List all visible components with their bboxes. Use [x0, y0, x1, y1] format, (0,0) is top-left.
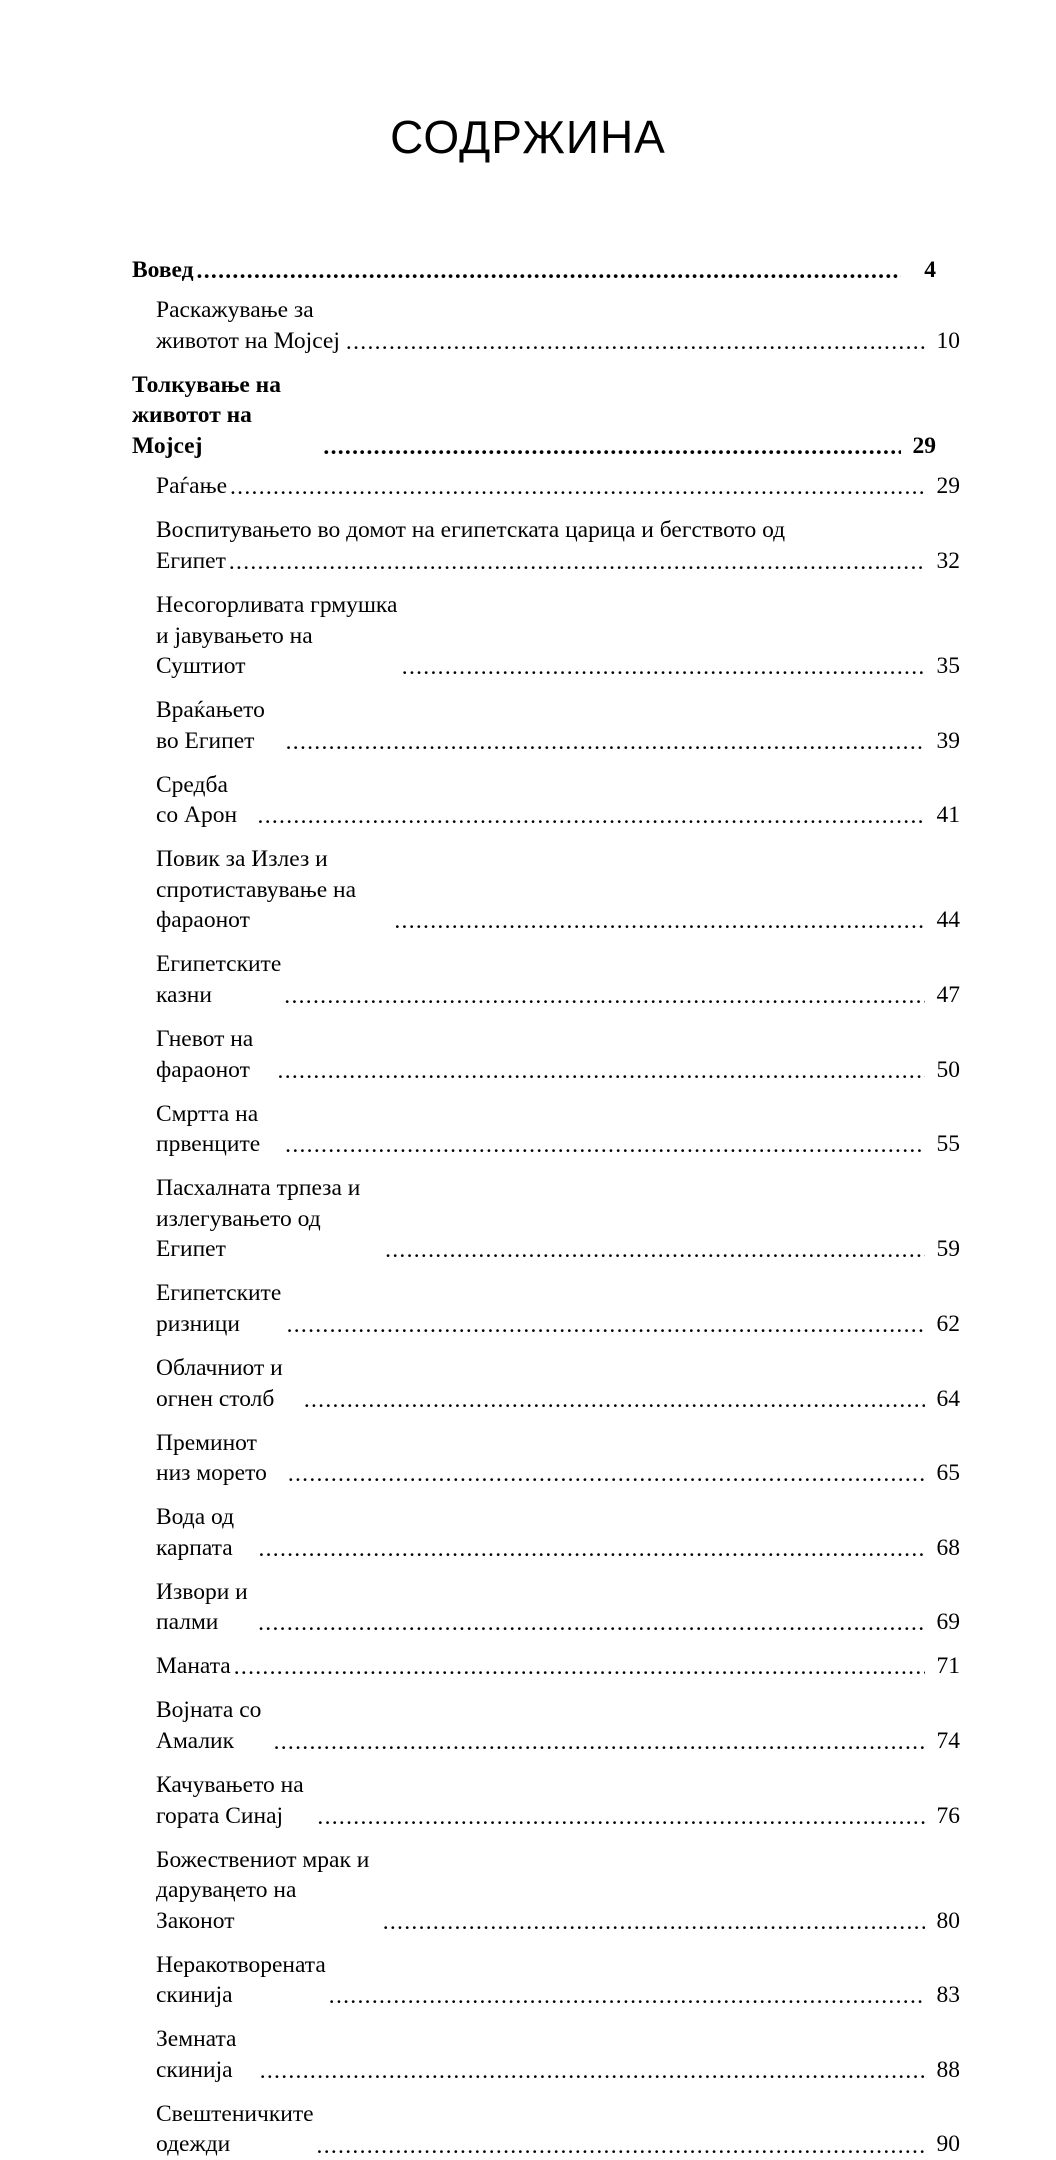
toc-entry-label: Вода од карпата [156, 1504, 235, 1561]
toc-leader-dots [258, 1538, 925, 1562]
toc-entry-label: Пасхалната трпеза и излегувањето од Египет [156, 1175, 361, 1263]
table-of-contents [132, 255, 960, 2160]
toc-entry[interactable] [132, 1099, 960, 1160]
toc-entry-page: 64 [936, 1385, 960, 1412]
toc-entry-label: Раѓање [156, 473, 227, 500]
document-page [0, 111, 1056, 2158]
toc-leader-dots [285, 1134, 925, 1158]
toc-entry-page: 68 [936, 1534, 960, 1561]
toc-leader-dots [229, 551, 925, 575]
toc-entry-page: 44 [936, 907, 960, 934]
toc-leader-dots [385, 1239, 925, 1263]
toc-entry-label: Египетските казни [156, 951, 282, 1009]
toc-entry-page: 32 [936, 547, 960, 574]
toc-entry-page: 10 [936, 327, 960, 354]
toc-entry[interactable] [132, 1173, 960, 1265]
toc-entry-label: Раскажување за животот на Мојсеj [156, 297, 340, 354]
toc-leader-dots [317, 1806, 925, 1830]
toc-entry-page: 41 [936, 802, 960, 829]
toc-leader-dots [258, 1612, 925, 1636]
toc-leader-dots [288, 1463, 925, 1487]
toc-leader-dots [260, 2060, 925, 2084]
toc-leader-dots [394, 910, 925, 934]
toc-entry[interactable] [132, 695, 960, 756]
toc-leader-dots [230, 476, 925, 500]
toc-entry[interactable] [132, 949, 960, 1010]
toc-leader-dots [274, 1731, 925, 1755]
toc-entry-label: Гневот на фараонот [156, 1026, 254, 1083]
toc-entry-page: 59 [936, 1236, 960, 1263]
toc-entry[interactable] [132, 1278, 960, 1339]
toc-entry[interactable] [132, 844, 960, 936]
toc-entry-page: 50 [936, 1056, 960, 1083]
toc-leader-dots [323, 436, 901, 460]
toc-entry-page: 47 [936, 982, 960, 1009]
toc-entry[interactable] [132, 1502, 960, 1563]
toc-entry-page: 39 [936, 727, 960, 754]
toc-leader-dots [287, 1314, 925, 1338]
toc-leader-dots [329, 1985, 925, 2009]
toc-leader-dots [286, 731, 925, 755]
toc-leader-dots [258, 805, 925, 829]
toc-entry-label: Земната скинија [156, 2026, 237, 2083]
toc-entry-label: Враќањето во Египет [156, 697, 265, 754]
toc-leader-dots [346, 331, 925, 355]
toc-entry[interactable] [132, 295, 960, 356]
toc-entry[interactable] [132, 1353, 960, 1414]
toc-entry[interactable] [132, 1651, 960, 1682]
toc-entry-page: 76 [936, 1802, 960, 1829]
toc-leader-dots [234, 1656, 925, 1680]
toc-leader-dots [197, 260, 901, 284]
toc-entry-page: 74 [936, 1727, 960, 1754]
toc-entry-label: Египетските ризници [156, 1280, 282, 1337]
toc-entry[interactable] [132, 1770, 960, 1831]
toc-entry[interactable] [132, 1695, 960, 1756]
toc-entry-page: 55 [936, 1131, 960, 1158]
toc-leader-dots [278, 1060, 925, 1084]
toc-entry[interactable] [132, 770, 960, 831]
toc-entry-label-cont: Египет [156, 547, 226, 574]
toc-entry-label: Несогорливата грмушка и јавувањето на Суштиот [156, 592, 398, 680]
toc-entry-page: 83 [936, 1982, 960, 2009]
toc-entry[interactable] [132, 255, 936, 286]
toc-entry-label: Извори и палми [156, 1578, 248, 1636]
toc-entry[interactable] [132, 515, 960, 576]
toc-entry-page: 69 [936, 1609, 960, 1636]
toc-entry[interactable] [132, 590, 960, 682]
toc-entry-page: 80 [936, 1907, 960, 1934]
toc-entry-label: Божествениот мрак и даруваңето на Законот [156, 1846, 370, 1934]
toc-entry[interactable] [132, 471, 960, 502]
toc-entry-label: Преминот низ морето [156, 1429, 267, 1487]
toc-entry-label: Неракотворената скинија [156, 1951, 326, 2009]
toc-leader-dots [383, 1911, 925, 1935]
toc-entry-label: Свештеничките одежди [156, 2100, 314, 2158]
toc-entry[interactable] [132, 2099, 960, 2160]
toc-entry-page: 65 [936, 1460, 960, 1487]
toc-entry-label: Смртта на првенците [156, 1100, 261, 1158]
toc-leader-dots [304, 1389, 925, 1413]
toc-entry-label: Повик за Излез и спротиставување на фараонот [156, 846, 357, 934]
toc-entry-label: Средба со Арон [156, 771, 238, 829]
toc-entry-page: 29 [936, 473, 960, 500]
toc-entry-page: 90 [936, 2131, 960, 2158]
toc-entry-page: 88 [936, 2056, 960, 2083]
toc-entry[interactable] [132, 2024, 960, 2085]
toc-leader-dots [402, 656, 925, 680]
toc-entry-page: 71 [936, 1653, 960, 1680]
toc-entry-page: 4 [924, 256, 936, 283]
toc-entry[interactable] [132, 1845, 960, 1937]
toc-entry-label: Вовед [132, 256, 194, 283]
toc-entry-label: Маната [156, 1653, 231, 1680]
toc-leader-dots [284, 985, 925, 1009]
toc-entry-label: Толкување на животот на Мојсеj [132, 371, 281, 459]
toc-entry-label: Качувањето на гората Синај [156, 1772, 304, 1829]
toc-leader-dots [317, 2135, 925, 2159]
toc-entry[interactable] [132, 1024, 960, 1085]
toc-entry[interactable] [132, 1577, 960, 1638]
toc-entry-page: 62 [936, 1310, 960, 1337]
page-title: СОДРЖИНА [390, 111, 666, 163]
toc-entry-label: Облачниот и огнен столб [156, 1355, 283, 1412]
toc-entry[interactable] [132, 1428, 960, 1489]
toc-entry-label: Војната со Амалик [156, 1697, 262, 1754]
toc-entry[interactable] [132, 1950, 960, 2011]
toc-entry-page: 29 [912, 432, 936, 459]
toc-entry-label: Воспитувањето во домот на египетската царица и бегството од [156, 517, 786, 544]
toc-entry-page: 35 [936, 653, 960, 680]
toc-entry[interactable] [132, 370, 936, 462]
